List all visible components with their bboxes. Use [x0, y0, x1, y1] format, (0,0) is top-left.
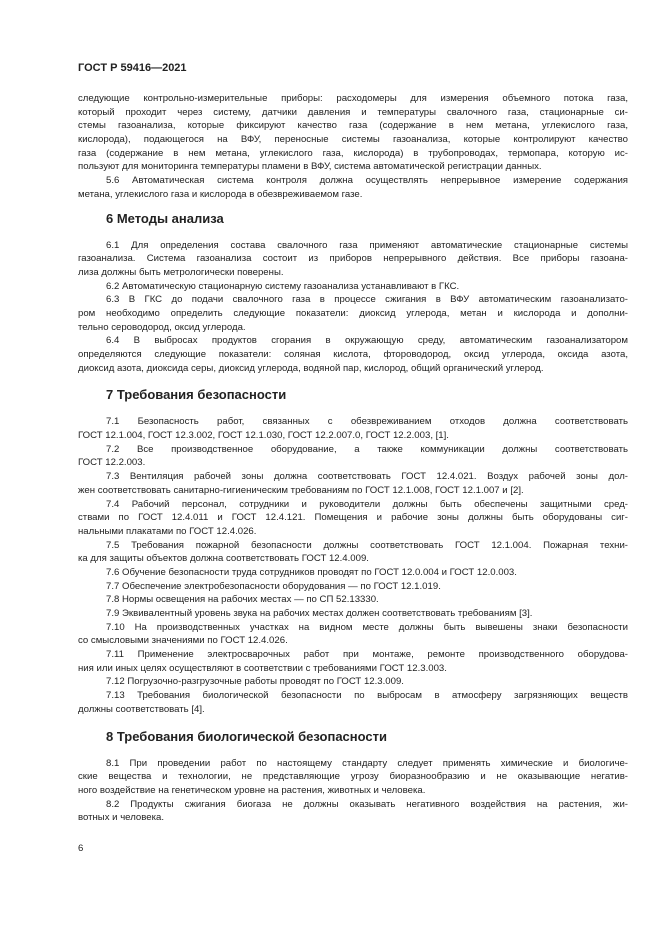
text-line: 7.6 Обучение безопасности труда сотрудников проводят по ГОСТ 12.0.004 и ГОСТ 12.0.003.: [106, 566, 517, 578]
text-line: ГОСТ 12.2.003.: [78, 457, 146, 469]
text-line: со смысловыми значениями по ГОСТ 12.4.026.: [78, 635, 288, 647]
text-line: ром необходимо определить следующие показатели: диоксид углерода, метан и кислорода и дополни-: [78, 307, 628, 319]
text-line: 7.2 Все производственное оборудование, а также коммуникации должны соответствовать: [106, 443, 628, 455]
text-line: 7.3 Вентиляция рабочей зоны должна соответствовать ГОСТ 12.4.021. Воздух рабочей зоны дол-: [106, 471, 628, 483]
text-line: 7.4 Рабочий персонал, сотрудники и руководители должны быть обеспечены защитными сред-: [106, 498, 628, 510]
paragraph: [78, 92, 628, 174]
text-line: ния или иных целях осуществляют в соответствии с требованиями ГОСТ 12.3.003.: [78, 662, 447, 674]
text-line: 7.8 Нормы освещения на рабочих местах — по СП 52.13330.: [106, 594, 379, 606]
paragraph: [78, 280, 628, 294]
text-line: который проходит через систему, датчики давления и температуры свалочного газа, стационарные си-: [78, 106, 628, 118]
paragraph: [78, 539, 628, 566]
text-line: ка для защиты объектов должна соответствовать ГОСТ 12.4.009.: [78, 553, 369, 565]
text-line: нальными плакатами по ГОСТ 12.4.026.: [78, 525, 257, 537]
text-line: 7.1 Безопасность работ, связанных с обезвреживанием отходов должна соответствовать: [106, 416, 628, 428]
paragraph: [78, 174, 628, 201]
paragraph: [78, 239, 628, 280]
section-heading: 7 Требования безопасности: [106, 387, 287, 403]
paragraph: [78, 648, 628, 675]
paragraph: [78, 334, 628, 375]
text-line: стемы газоанализа, которые фиксируют качество газа (содержание в нем метана, углекислого газа,: [78, 120, 628, 132]
text-line: следующие контрольно-измерительные приборы: расходомеры для измерения объемного потока газа,: [78, 93, 628, 104]
paragraph: [78, 566, 628, 580]
text-line: ские вещества и технологии, не представляющие угрозу биоразнообразию и не оказывающие негатив-: [78, 771, 628, 783]
text-line: диоксид азота, диоксида серы, диоксид углерода, водяной пар, кислород, общий органический углерод.: [78, 362, 544, 374]
paragraph: [78, 798, 628, 825]
paragraph: [78, 498, 628, 539]
text-line: газа (содержание в нем метана, углекислого газа, кислорода) в трубопроводах, термопара, которую ис-: [78, 147, 628, 159]
paragraph: [78, 293, 628, 334]
section-heading: 8 Требования биологической безопасности: [106, 728, 387, 744]
paragraph: [78, 689, 628, 716]
page-number: 6: [78, 843, 84, 854]
text-line: 8.2 Продукты сжигания биогаза не должны оказывать негативного воздействия на растения, жи-: [106, 798, 628, 810]
text-line: лиза должны быть метрологически поверены.: [78, 266, 284, 278]
text-line: кислорода), подающегося на ВФУ, переносные системы газоанализа, которые контролируют качество: [78, 134, 628, 146]
text-line: 8.1 При проведении работ по настоящему стандарту следует применять химические и биологиче-: [106, 757, 628, 769]
paragraph: [78, 607, 628, 621]
paragraph: [78, 593, 628, 607]
text-line: определяются следующие показатели: соляная кислота, фтороводород, оксид углерода, оксида азота,: [78, 349, 628, 360]
paragraph: [78, 757, 628, 798]
text-line: тельно сероводород, оксид углерода.: [78, 321, 246, 333]
text-line: 7.9 Эквивалентный уровень звука на рабочих местах должен соответствовать требованиям [3].: [106, 608, 533, 619]
document-body: [78, 92, 628, 825]
text-line: ствами по ГОСТ 12.4.011 и ГОСТ 12.4.121. Помещения и рабочие зоны должны быть оборудованы сиг-: [78, 512, 628, 524]
paragraph: [78, 470, 628, 497]
paragraph: [78, 580, 628, 594]
text-line: 7.10 На производственных участках на видном месте должны быть вывешены знаки безопасности: [106, 621, 628, 633]
text-line: 5.6 Автоматическая система контроля должна осуществлять непрерывное измерение содержания: [106, 175, 628, 187]
text-line: 7.11 Применение электросварочных работ при монтаже, ремонте производственного оборудова-: [106, 649, 628, 661]
text-line: 7.7 Обеспечение электробезопасности оборудования — по ГОСТ 12.1.019.: [106, 580, 441, 592]
text-line: 6.2 Автоматическую стационарную систему газоанализа устанавливают в ГКС.: [106, 280, 460, 292]
text-line: 7.13 Требования биологической безопасности по выбросам в атмосферу загрязняющих веществ: [106, 690, 628, 702]
text-line: 6.1 Для определения состава свалочного газа применяют автоматические стационарные системы: [106, 239, 628, 251]
document-header: ГОСТ Р 59416—2021: [78, 62, 187, 74]
text-line: газоанализа. Система газоанализа состоит из приборов непрерывного действия. Все приборы газоана-: [78, 253, 628, 265]
text-line: должны соответствовать [4].: [78, 703, 205, 715]
paragraph: [78, 415, 628, 442]
text-line: вотных и человека.: [78, 812, 164, 824]
text-line: ного воздействие на генетическом уровне на растения, животных и человека.: [78, 784, 426, 796]
text-line: метана, углекислого газа и кислорода в обезвреживаемом газе.: [78, 188, 363, 200]
paragraph: [78, 443, 628, 470]
text-line: 7.12 Погрузочно-разгрузочные работы проводят по ГОСТ 12.3.009.: [106, 676, 404, 688]
text-line: жен соответствовать санитарно-гигиеническим требованиям по ГОСТ 12.1.008, ГОСТ 12.1.007 и [2].: [78, 484, 524, 496]
section-heading: 6 Методы анализа: [106, 210, 224, 226]
text-line: 6.3 В ГКС до подачи свалочного газа в процессе сжигания в ВФУ автоматическим газоанализато-: [106, 294, 628, 306]
paragraph: [78, 675, 628, 689]
text-line: пользуют для мониторинга температуры пламени в ВФУ, система автоматической регистрации данных.: [78, 161, 542, 173]
paragraph: [78, 621, 628, 648]
text-line: 6.4 В выбросах продуктов сгорания в окружающую среду, автоматическим газоанализатором: [106, 335, 628, 347]
text-line: ГОСТ 12.1.004, ГОСТ 12.3.002, ГОСТ 12.1.030, ГОСТ 12.2.007.0, ГОСТ 12.2.003, [1].: [78, 430, 449, 442]
text-line: 7.5 Требования пожарной безопасности должны соответствовать ГОСТ 12.1.004. Пожарная техни-: [106, 539, 628, 551]
